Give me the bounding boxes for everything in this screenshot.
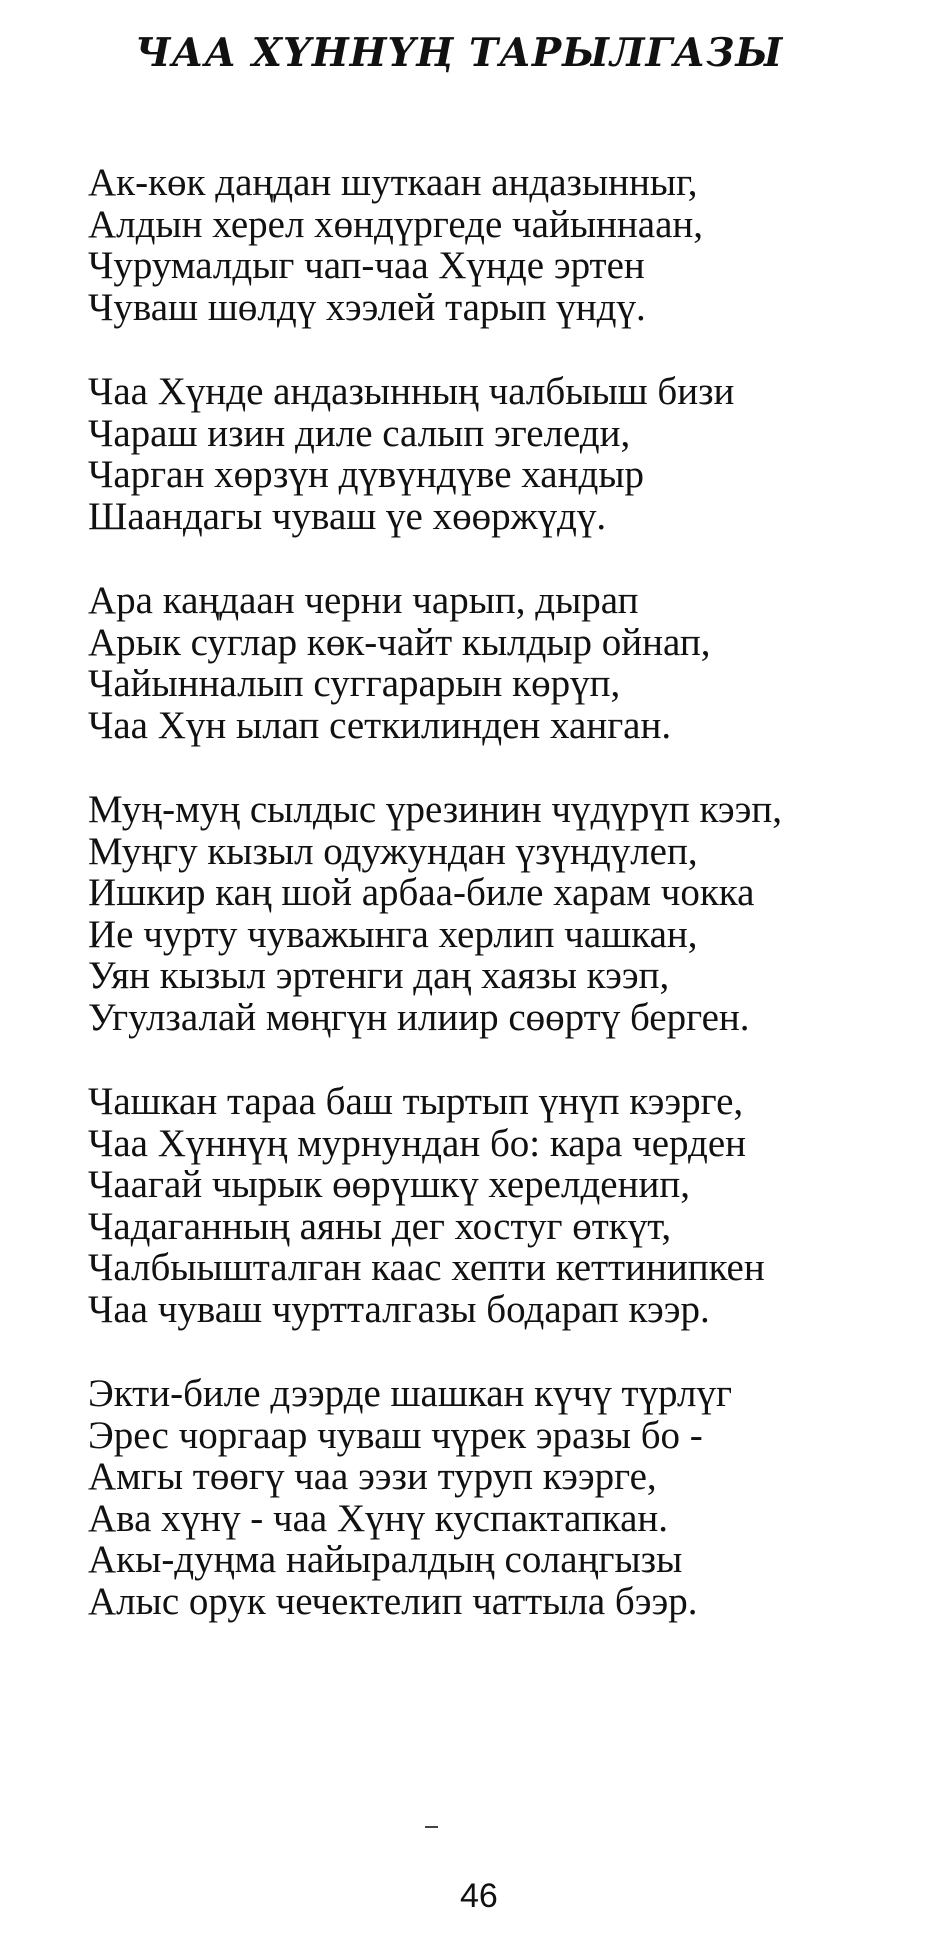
poem-line: Ак-көк даңдан шуткаан андазынныг, (88, 161, 698, 204)
poem-line: Муңгу кызыл одужундан үзүндүлеп, (88, 829, 698, 873)
poem-line: Арык суглар көк-чайт кылдыр ойнап, (88, 620, 711, 664)
stanza (88, 580, 918, 746)
poem-line: Акы-дуңма найыралдың солаңгызы (88, 1538, 683, 1581)
poem-line: Чадаганның аяны дег хостуг өткүт, (88, 1204, 672, 1248)
poem-line: Угулзалай мөңгүн илиир сөөртү берген. (88, 995, 750, 1039)
stanza (88, 162, 918, 328)
divider-mark (425, 1826, 438, 1828)
poem-line: Чаа Хүнде андазынның чалбыыш бизи (88, 370, 735, 413)
stanza (88, 1373, 918, 1622)
poem-line: Ара каңдаан черни чарып, дырап (88, 579, 639, 622)
stanza (88, 371, 918, 537)
stanza (88, 1081, 918, 1330)
poem-line: Экти-биле дээрде шашкан күчү түрлүг (88, 1372, 732, 1415)
poem-line: Чашкан тараа баш тыртып үнүп кээрге, (88, 1080, 744, 1123)
poem-line: Чараш изин диле салып эгеледи, (88, 411, 631, 455)
page-number: 46 (460, 1877, 498, 1915)
stanza (88, 789, 918, 1038)
poem-line: Ишкир каң шой арбаа-биле харам чокка (88, 871, 755, 914)
poem-line: Алыс орук чечектелип чаттыла бээр. (88, 1579, 698, 1623)
poem-line: Чалбыышталган каас хепти кеттинипкен (88, 1246, 765, 1289)
poem-body (88, 162, 918, 1665)
poem-line: Ава хүнү - чаа Хүнү куспактапкан. (88, 1496, 669, 1540)
poem-line: Чарган хөрзүн дүвүндүве хандыр (88, 453, 645, 496)
poem-line: Амгы төөгү чаа ээзи туруп кээрге, (88, 1455, 657, 1498)
poem-line: Чаа Хүн ылап сеткилинден ханган. (88, 703, 672, 747)
poem-line: Шаандагы чуваш үе хөөржүдү. (88, 494, 607, 538)
poem-line: Ие чурту чуважынга херлип чашкан, (88, 912, 698, 956)
poem-line: Эрес чоргаар чуваш чүрек эразы бо - (88, 1413, 703, 1457)
poem-line: Уян кызыл эртенги даң хаязы кээп, (88, 954, 670, 997)
poem-line: Чаа Хүннүң мурнундан бо: кара черден (88, 1121, 747, 1165)
poem-title: ЧАА ХҮННҮҢ ТАРЫЛГАЗЫ (135, 30, 784, 76)
poem-line: Чайынналып суггарарын көрүп, (88, 662, 621, 705)
poem-line: Чуваш шөлдү хээлей тарып үндү. (88, 285, 646, 329)
poem-line: Чаагай чырык өөрүшкү херелденип, (88, 1163, 690, 1206)
poem-line: Чаа чуваш чуртталгазы бодарап кээр. (88, 1287, 710, 1331)
poem-line: Муң-муң сылдыс үрезинин чүдүрүп кээп, (88, 788, 782, 831)
poem-line: Алдын херел хөндүргеде чайыннаан, (88, 202, 704, 246)
poem-line: Чурумалдыг чап-чаа Хүнде эртен (88, 244, 645, 287)
